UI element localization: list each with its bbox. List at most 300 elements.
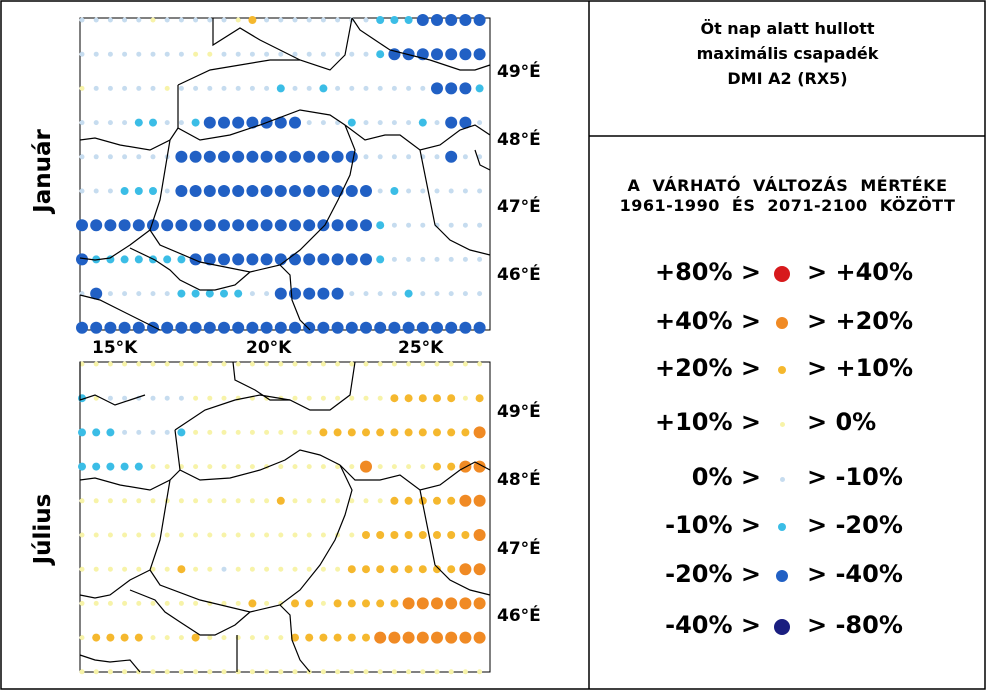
legend-left-text: 0% >	[691, 463, 761, 491]
grid-dot	[376, 531, 384, 539]
grid-dot	[179, 120, 184, 125]
grid-dot	[250, 464, 255, 469]
grid-dot	[364, 362, 369, 367]
grid-dot	[151, 601, 156, 606]
grid-dot	[80, 189, 85, 194]
grid-dot	[222, 498, 227, 503]
grid-dot	[165, 567, 170, 572]
grid-dot	[307, 52, 312, 57]
grid-dot	[222, 533, 227, 538]
grid-dot	[278, 464, 283, 469]
grid-dot	[474, 14, 486, 26]
grid-dot	[207, 430, 212, 435]
grid-dot	[165, 291, 170, 296]
grid-dot	[334, 599, 342, 607]
grid-dot	[175, 219, 187, 231]
grid-dot	[405, 394, 413, 402]
grid-dot	[218, 253, 230, 265]
grid-dot	[307, 464, 312, 469]
grid-dot	[420, 362, 425, 367]
grid-dot	[80, 635, 85, 640]
grid-dot	[236, 533, 241, 538]
subtitle-line: 1961-1990 ÉS 2071-2100 KÖZÖTT	[619, 196, 956, 215]
legend-dot	[780, 477, 785, 482]
grid-dot	[190, 151, 202, 163]
grid-dot	[165, 396, 170, 401]
grid-dot	[161, 219, 173, 231]
grid-dot	[179, 52, 184, 57]
grid-dot	[348, 599, 356, 607]
grid-dot	[433, 428, 441, 436]
grid-dot	[431, 48, 443, 60]
grid-dot	[293, 86, 298, 91]
grid-dot	[307, 120, 312, 125]
grid-dot	[417, 322, 429, 334]
grid-dot	[431, 82, 443, 94]
grid-dot	[264, 291, 269, 296]
grid-dot	[406, 362, 411, 367]
grid-dot	[390, 16, 398, 24]
grid-dot	[179, 498, 184, 503]
grid-dot	[335, 396, 340, 401]
grid-dot	[250, 498, 255, 503]
lon-label-20: 20°K	[246, 338, 292, 358]
july-label: Július	[30, 493, 56, 565]
legend-right-text: > -10%	[807, 463, 903, 491]
grid-dot	[204, 322, 216, 334]
grid-dot	[364, 120, 369, 125]
grid-dot	[321, 669, 326, 674]
grid-dot	[250, 52, 255, 57]
grid-dot	[193, 601, 198, 606]
grid-dot	[348, 565, 356, 573]
grid-dot	[362, 599, 370, 607]
grid-dot	[264, 52, 269, 57]
grid-dot	[193, 430, 198, 435]
legend-dot	[780, 422, 785, 427]
grid-dot	[218, 219, 230, 231]
grid-dot	[264, 362, 269, 367]
grid-dot	[264, 498, 269, 503]
legend-row	[589, 354, 986, 394]
grid-dot	[447, 497, 455, 505]
grid-dot	[419, 531, 427, 539]
title-line: maximális csapadék	[696, 44, 879, 63]
subtitle-line: A VÁRHATÓ VÁLTOZÁS MÉRTÉKE	[627, 176, 948, 195]
grid-dot	[204, 185, 216, 197]
grid-dot	[122, 430, 127, 435]
grid-dot	[362, 428, 370, 436]
grid-dot	[459, 495, 471, 507]
grid-dot	[222, 396, 227, 401]
grid-dot	[360, 322, 372, 334]
grid-dot	[319, 634, 327, 642]
grid-dot	[275, 185, 287, 197]
grid-dot	[204, 219, 216, 231]
grid-dot	[376, 255, 384, 263]
grid-dot	[78, 463, 86, 471]
grid-dot	[261, 253, 273, 265]
grid-dot	[477, 257, 482, 262]
grid-dot	[447, 463, 455, 471]
grid-dot	[277, 497, 285, 505]
grid-dot	[246, 219, 258, 231]
grid-dot	[392, 464, 397, 469]
grid-dot	[190, 219, 202, 231]
grid-dot	[303, 219, 315, 231]
grid-dot	[321, 567, 326, 572]
grid-dot	[94, 362, 99, 367]
grid-dot	[193, 567, 198, 572]
grid-dot	[136, 430, 141, 435]
grid-dot	[80, 498, 85, 503]
grid-dot	[346, 322, 358, 334]
grid-dot	[151, 396, 156, 401]
grid-dot	[232, 117, 244, 129]
grid-dot	[433, 497, 441, 505]
grid-dot	[165, 430, 170, 435]
grid-dot	[348, 428, 356, 436]
grid-dot	[151, 362, 156, 367]
legend-right-text: > +40%	[807, 258, 914, 286]
grid-dot	[307, 396, 312, 401]
grid-dot	[121, 463, 129, 471]
grid-dot	[321, 120, 326, 125]
grid-dot	[390, 428, 398, 436]
grid-dot	[289, 322, 301, 334]
grid-dot	[165, 533, 170, 538]
grid-dot	[175, 322, 187, 334]
grid-dot	[392, 362, 397, 367]
grid-dot	[307, 498, 312, 503]
grid-dot	[445, 82, 457, 94]
grid-dot	[293, 18, 298, 23]
grid-dot	[165, 362, 170, 367]
grid-dot	[390, 531, 398, 539]
grid-dot	[303, 322, 315, 334]
grid-dot	[163, 255, 171, 263]
grid-dot	[80, 120, 85, 125]
grid-dot	[278, 52, 283, 57]
grid-dot	[474, 597, 486, 609]
grid-dot	[445, 151, 457, 163]
jul-lat-47: 47°É	[497, 539, 541, 559]
grid-dot	[392, 154, 397, 159]
grid-dot	[104, 219, 116, 231]
title-line: Öt nap alatt hullott	[700, 19, 875, 38]
grid-dot	[193, 18, 198, 23]
legend-right-text: > -80%	[807, 611, 903, 639]
grid-dot	[349, 52, 354, 57]
grid-dot	[234, 290, 242, 298]
grid-dot	[406, 223, 411, 228]
grid-dot	[92, 634, 100, 642]
grid-dot	[392, 291, 397, 296]
grid-dot	[332, 151, 344, 163]
grid-dot	[390, 187, 398, 195]
grid-dot	[106, 634, 114, 642]
grid-dot	[374, 632, 386, 644]
grid-dot	[406, 257, 411, 262]
grid-dot	[349, 362, 354, 367]
grid-dot	[248, 16, 256, 24]
grid-dot	[378, 120, 383, 125]
grid-dot	[236, 18, 241, 23]
grid-dot	[94, 120, 99, 125]
grid-dot	[477, 120, 482, 125]
grid-dot	[376, 50, 384, 58]
grid-dot	[459, 563, 471, 575]
grid-dot	[348, 634, 356, 642]
grid-dot	[108, 189, 113, 194]
grid-dot	[151, 86, 156, 91]
grid-dot	[420, 223, 425, 228]
grid-dot	[151, 498, 156, 503]
grid-dot	[392, 223, 397, 228]
grid-dot	[335, 669, 340, 674]
grid-dot	[317, 151, 329, 163]
grid-dot	[334, 634, 342, 642]
grid-dot	[136, 498, 141, 503]
grid-dot	[476, 84, 484, 92]
grid-dot	[190, 322, 202, 334]
grid-dot	[303, 288, 315, 300]
jul-lat-49: 49°É	[497, 402, 541, 422]
grid-dot	[376, 221, 384, 229]
grid-dot	[405, 565, 413, 573]
grid-dot	[232, 322, 244, 334]
grid-dot	[177, 290, 185, 298]
grid-dot	[334, 428, 342, 436]
grid-dot	[417, 597, 429, 609]
grid-dot	[94, 567, 99, 572]
grid-dot	[278, 635, 283, 640]
grid-dot	[278, 18, 283, 23]
grid-dot	[165, 601, 170, 606]
legend-row	[589, 560, 986, 600]
grid-dot	[94, 669, 99, 674]
grid-dot	[277, 84, 285, 92]
grid-dot	[390, 394, 398, 402]
grid-dot	[165, 189, 170, 194]
grid-dot	[122, 52, 127, 57]
grid-dot	[250, 669, 255, 674]
grid-dot	[293, 430, 298, 435]
grid-dot	[445, 48, 457, 60]
grid-dot	[459, 82, 471, 94]
grid-dot	[90, 322, 102, 334]
grid-dot	[293, 567, 298, 572]
lon-label-15: 15°K	[92, 338, 138, 358]
grid-dot	[445, 14, 457, 26]
grid-dot	[293, 396, 298, 401]
grid-dot	[248, 599, 256, 607]
grid-dot	[307, 567, 312, 572]
grid-dot	[179, 635, 184, 640]
grid-dot	[376, 428, 384, 436]
grid-dot	[108, 396, 113, 401]
grid-dot	[192, 634, 200, 642]
grid-dot	[151, 669, 156, 674]
grid-dot	[190, 253, 202, 265]
grid-dot	[360, 253, 372, 265]
grid-dot	[405, 428, 413, 436]
grid-dot	[135, 634, 143, 642]
grid-dot	[190, 185, 202, 197]
legend-right-text: > +20%	[807, 307, 914, 335]
legend-left-text: +40% >	[654, 307, 761, 335]
grid-dot	[108, 601, 113, 606]
grid-dot	[193, 86, 198, 91]
grid-dot	[151, 154, 156, 159]
grid-dot	[76, 322, 88, 334]
grid-dot	[222, 635, 227, 640]
grid-dot	[403, 597, 415, 609]
grid-dot	[419, 394, 427, 402]
grid-dot	[405, 16, 413, 24]
grid-dot	[207, 362, 212, 367]
grid-dot	[264, 430, 269, 435]
grid-dot	[136, 533, 141, 538]
grid-dot	[78, 428, 86, 436]
legend-left-text: -20% >	[665, 560, 761, 588]
legend-right-text: > -40%	[807, 560, 903, 588]
grid-dot	[403, 322, 415, 334]
grid-dot	[321, 464, 326, 469]
grid-dot	[80, 601, 85, 606]
grid-dot	[307, 18, 312, 23]
grid-dot	[474, 632, 486, 644]
grid-dot	[445, 117, 457, 129]
grid-dot	[122, 120, 127, 125]
grid-dot	[104, 322, 116, 334]
grid-dot	[147, 322, 159, 334]
legend-left-text: -10% >	[665, 511, 761, 539]
grid-dot	[165, 86, 170, 91]
grid-dot	[108, 120, 113, 125]
grid-dot	[405, 531, 413, 539]
grid-dot	[165, 635, 170, 640]
grid-dot	[236, 52, 241, 57]
grid-dot	[250, 533, 255, 538]
july-map	[78, 362, 490, 675]
grid-dot	[417, 632, 429, 644]
grid-dot	[463, 189, 468, 194]
legend-dot	[776, 570, 788, 582]
grid-dot	[207, 86, 212, 91]
grid-dot	[463, 291, 468, 296]
grid-dot	[406, 120, 411, 125]
grid-dot	[264, 86, 269, 91]
grid-dot	[135, 463, 143, 471]
grid-dot	[207, 533, 212, 538]
grid-dot	[293, 498, 298, 503]
grid-dot	[136, 601, 141, 606]
grid-dot	[92, 463, 100, 471]
jul-lat-46: 46°É	[497, 606, 541, 626]
grid-dot	[364, 498, 369, 503]
grid-dot	[431, 632, 443, 644]
grid-dot	[122, 396, 127, 401]
grid-dot	[207, 669, 212, 674]
grid-dot	[149, 187, 157, 195]
grid-dot	[136, 18, 141, 23]
grid-dot	[161, 322, 173, 334]
grid-dot	[477, 669, 482, 674]
grid-dot	[362, 634, 370, 642]
grid-dot	[346, 253, 358, 265]
grid-dot	[136, 154, 141, 159]
legend-dot	[778, 366, 786, 374]
grid-dot	[165, 120, 170, 125]
legend-row	[589, 611, 986, 651]
grid-dot	[390, 599, 398, 607]
grid-dot	[305, 634, 313, 642]
grid-dot	[459, 632, 471, 644]
grid-dot	[106, 463, 114, 471]
grid-dot	[222, 567, 227, 572]
grid-dot	[378, 396, 383, 401]
grid-dot	[378, 669, 383, 674]
grid-dot	[250, 567, 255, 572]
legend-left-text: -40% >	[665, 611, 761, 639]
grid-dot	[461, 531, 469, 539]
grid-dot	[80, 18, 85, 23]
grid-dot	[133, 219, 145, 231]
grid-dot	[477, 223, 482, 228]
grid-dot	[346, 219, 358, 231]
grid-dot	[177, 255, 185, 263]
figure-title	[589, 16, 986, 91]
grid-dot	[335, 362, 340, 367]
grid-dot	[388, 322, 400, 334]
grid-dot	[236, 567, 241, 572]
grid-dot	[405, 290, 413, 298]
grid-dot	[349, 396, 354, 401]
grid-dot	[293, 669, 298, 674]
grid-dot	[362, 531, 370, 539]
grid-dot	[179, 533, 184, 538]
grid-dot	[433, 394, 441, 402]
grid-dot	[293, 533, 298, 538]
legend-right-text: > -20%	[807, 511, 903, 539]
grid-dot	[374, 322, 386, 334]
grid-dot	[477, 189, 482, 194]
grid-dot	[378, 464, 383, 469]
grid-dot	[406, 669, 411, 674]
grid-dot	[303, 185, 315, 197]
grid-dot	[431, 14, 443, 26]
grid-dot	[232, 253, 244, 265]
grid-dot	[94, 52, 99, 57]
grid-dot	[360, 219, 372, 231]
january-label: Január	[30, 129, 56, 213]
grid-dot	[420, 291, 425, 296]
grid-dot	[122, 601, 127, 606]
grid-dot	[335, 18, 340, 23]
grid-dot	[459, 322, 471, 334]
grid-dot	[378, 362, 383, 367]
grid-dot	[447, 531, 455, 539]
grid-dot	[232, 151, 244, 163]
grid-dot	[321, 362, 326, 367]
grid-dot	[207, 635, 212, 640]
grid-dot	[250, 430, 255, 435]
grid-dot	[364, 52, 369, 57]
grid-dot	[474, 322, 486, 334]
grid-dot	[392, 257, 397, 262]
grid-dot	[207, 498, 212, 503]
